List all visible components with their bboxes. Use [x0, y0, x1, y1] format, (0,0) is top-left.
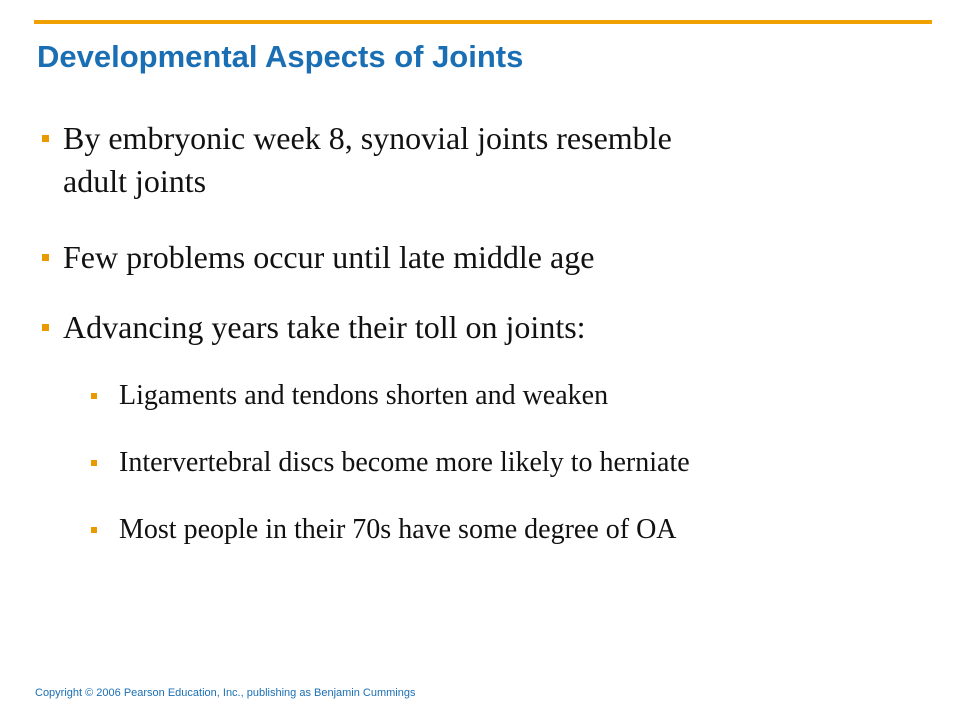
sub-bullet-oa — [119, 512, 677, 548]
bullet-text-line: Few problems occur until late middle age — [63, 239, 595, 275]
bullet-text-line: Advancing years take their toll on joints: — [63, 309, 586, 345]
bullet-text-line: adult joints — [63, 163, 207, 199]
copyright-footer: Copyright © 2006 Pearson Education, Inc., publishing as Benjamin Cummings — [35, 687, 416, 699]
sub-bullet-ligaments — [119, 378, 608, 414]
square-bullet-icon — [91, 460, 97, 466]
sub-bullet-text: Ligaments and tendons shorten and weaken — [119, 380, 609, 411]
bullet-few-problems — [63, 236, 594, 279]
square-bullet-icon — [91, 527, 97, 533]
sub-bullet-text: Intervertebral discs become more likely to herniate — [119, 447, 690, 478]
square-bullet-icon — [42, 254, 49, 261]
slide-title: Developmental Aspects of Joints — [37, 39, 524, 74]
square-bullet-icon — [42, 135, 49, 142]
square-bullet-icon — [91, 393, 97, 399]
square-bullet-icon — [42, 324, 49, 331]
bullet-text-line: By embryonic week 8, synovial joints resemble — [63, 120, 672, 156]
sub-bullet-intervertebral-discs — [119, 445, 690, 481]
sub-bullet-text: Most people in their 70s have some degree of OA — [119, 514, 677, 545]
bullet-embryonic-week — [63, 117, 672, 203]
top-accent-rule — [34, 20, 932, 24]
bullet-advancing-years — [63, 306, 586, 349]
